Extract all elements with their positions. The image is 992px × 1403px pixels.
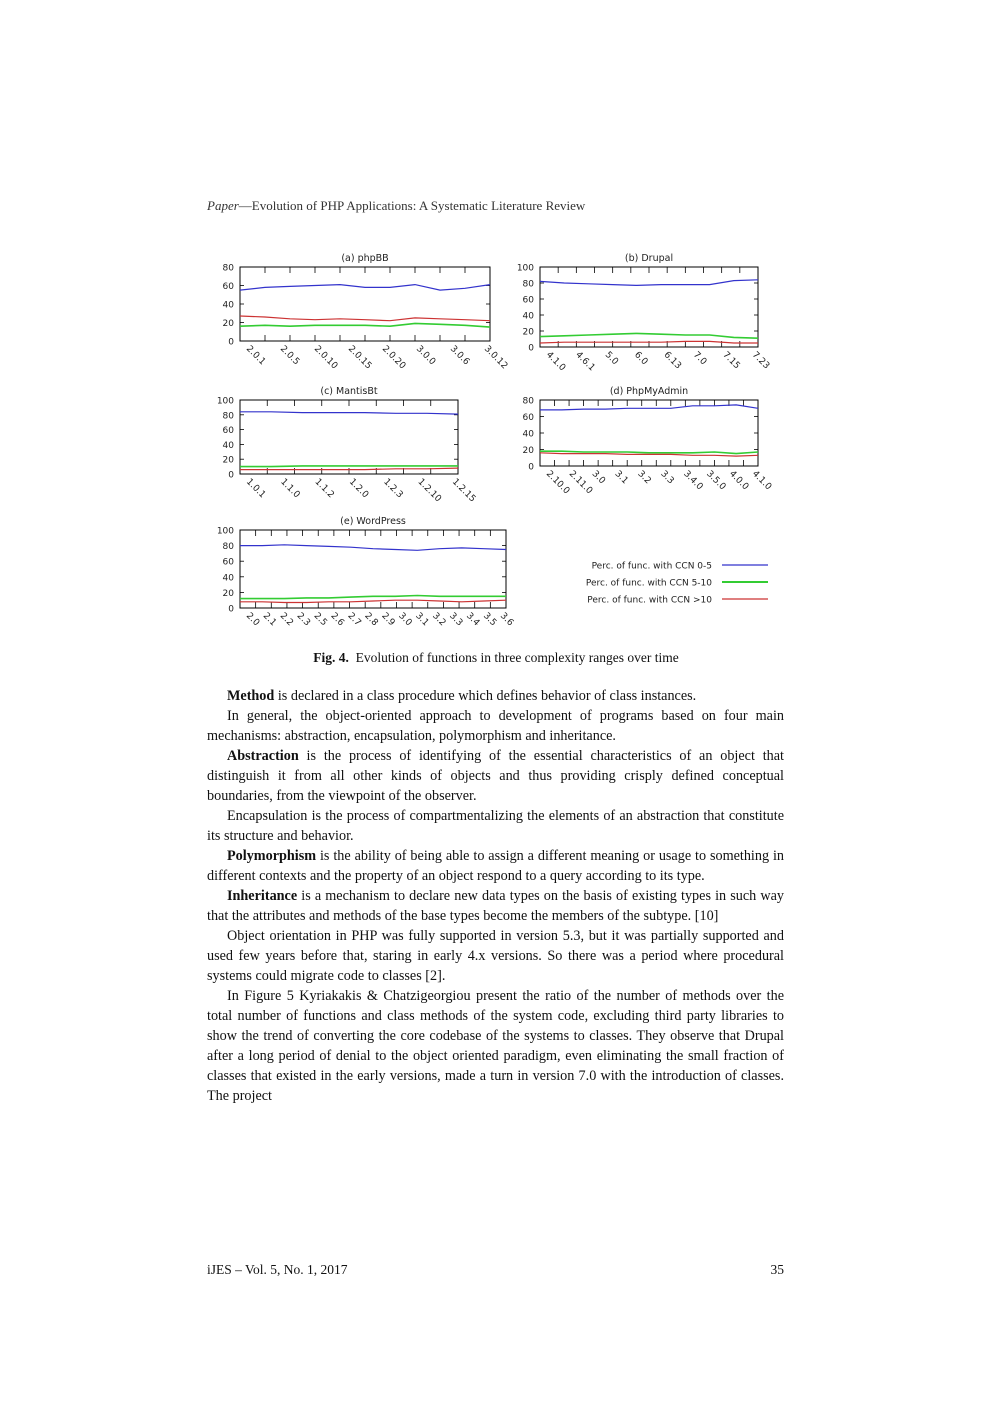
y-tick-label: 20 xyxy=(522,446,534,456)
x-tick-label: 1.2.10 xyxy=(415,477,443,505)
x-tick-label: 3.0.0 xyxy=(413,344,438,368)
x-tick-label: 2.6 xyxy=(328,611,346,629)
x-tick-label: 2.11.0 xyxy=(566,469,595,497)
term: Inheritance xyxy=(227,888,298,904)
y-tick-label: 80 xyxy=(522,396,534,407)
legend-label: Perc. of func. with CCN 0-5 xyxy=(591,561,712,572)
x-tick-label: 1.1.0 xyxy=(278,477,302,501)
y-tick-label: 100 xyxy=(216,396,234,407)
x-tick-label: 2.0.1 xyxy=(243,344,268,368)
chart-title: (e) WordPress xyxy=(340,516,406,527)
series-line xyxy=(240,545,506,551)
page-number: 35 xyxy=(770,1262,784,1277)
chart-title: (c) MantisBt xyxy=(320,386,378,397)
paragraph xyxy=(207,926,784,986)
x-tick-label: 2.5 xyxy=(311,611,329,629)
figure-caption xyxy=(0,650,992,666)
x-tick-label: 4.1.0 xyxy=(749,469,774,493)
y-tick-label: 100 xyxy=(516,263,534,274)
y-tick-label: 20 xyxy=(222,319,234,329)
term: Abstraction xyxy=(227,748,299,764)
y-tick-label: 60 xyxy=(522,295,534,306)
chart-panel xyxy=(217,516,515,628)
chart-panel xyxy=(523,386,774,497)
y-tick-label: 40 xyxy=(222,440,234,451)
y-tick-label: 20 xyxy=(522,327,534,338)
x-tick-label: 2.0.15 xyxy=(345,344,374,372)
series-line xyxy=(240,596,506,599)
x-tick-label: 3.6 xyxy=(497,611,516,629)
x-tick-label: 3.0.6 xyxy=(447,344,472,368)
x-tick-label: 3.0 xyxy=(396,611,414,629)
paragraph-text: Encapsulation is the process of compartmentalizing the elements of an abstraction that constitute its structure and behavior. xyxy=(207,808,784,844)
x-tick-label: 4.1.0 xyxy=(543,350,568,374)
y-tick-label: 20 xyxy=(222,455,234,466)
paragraph xyxy=(207,706,784,746)
x-tick-label: 3.5.0 xyxy=(704,469,728,493)
y-tick-label: 60 xyxy=(222,426,234,437)
x-tick-label: 2.3 xyxy=(294,611,312,629)
paragraph-text: In general, the object-oriented approach to development of programs based on four main mechanisms: abstraction, encapsulation, polymorphism and inheritance. xyxy=(207,708,784,744)
x-tick-label: 2.8 xyxy=(362,611,380,629)
paragraph-text: is the process of identifying of the essential characteristics of an object that distinguish it from all other kinds of objects and thus providing crisply defined conceptual boundaries, from the viewpoint of the observer. xyxy=(207,748,784,804)
y-tick-label: 0 xyxy=(528,462,534,473)
caption-label: Fig. 4. xyxy=(313,650,349,665)
series-line xyxy=(540,341,758,343)
y-tick-label: 100 xyxy=(216,526,234,537)
x-tick-label: 6.13 xyxy=(661,350,683,372)
x-tick-label: 7.23 xyxy=(749,350,772,372)
y-tick-label: 0 xyxy=(228,604,234,615)
caption-text: Evolution of functions in three complexity ranges over time xyxy=(355,650,679,665)
y-tick-label: 80 xyxy=(222,411,234,422)
x-tick-label: 2.7 xyxy=(345,611,363,629)
y-tick-label: 40 xyxy=(522,429,534,440)
y-tick-label: 40 xyxy=(222,300,234,311)
term: Polymorphism xyxy=(227,848,317,864)
series-line xyxy=(540,333,758,338)
x-tick-label: 1.0.1 xyxy=(243,477,268,501)
paragraph xyxy=(207,746,784,806)
body-text xyxy=(207,686,784,1106)
y-tick-label: 40 xyxy=(522,311,534,322)
y-tick-label: 60 xyxy=(522,413,534,423)
legend-label: Perc. of func. with CCN 5-10 xyxy=(585,578,712,589)
y-tick-label: 80 xyxy=(222,542,234,553)
paragraph-text: is the ability of being able to assign a different meaning or usage to something in different contexts and the property of an object respond to a query according to its type. xyxy=(207,848,784,884)
x-tick-label: 1.2.15 xyxy=(449,477,478,505)
y-tick-label: 0 xyxy=(228,470,234,481)
y-tick-label: 80 xyxy=(222,263,234,274)
paragraph xyxy=(207,846,784,886)
x-tick-label: 2.0.5 xyxy=(277,344,302,368)
x-tick-label: 3.4 xyxy=(464,611,482,629)
x-tick-label: 4.6.1 xyxy=(573,350,597,374)
series-line xyxy=(540,405,758,410)
y-tick-label: 60 xyxy=(222,557,234,568)
x-tick-label: 2.9 xyxy=(379,611,397,629)
header-paper-label: Paper xyxy=(207,198,239,213)
x-tick-label: 3.2 xyxy=(430,611,448,629)
series-line xyxy=(240,466,458,467)
series-line xyxy=(240,285,490,291)
x-tick-label: 2.0 xyxy=(243,611,262,629)
chart-title: (d) PhpMyAdmin xyxy=(609,386,689,397)
x-tick-label: 2.0.20 xyxy=(379,344,408,372)
x-tick-label: 2.10.0 xyxy=(543,469,572,497)
x-tick-label: 3.1 xyxy=(413,611,431,629)
x-tick-label: 3.1 xyxy=(612,469,630,487)
y-tick-label: 80 xyxy=(522,279,534,290)
x-tick-label: 7.15 xyxy=(720,350,742,372)
x-tick-label: 5.0 xyxy=(602,350,620,368)
x-tick-label: 3.4.0 xyxy=(681,469,705,493)
paragraph-text: is a mechanism to declare new data types on the basis of existing types in such way that the attributes and methods of the base types become the members of the subtype. [10] xyxy=(207,888,784,924)
paragraph xyxy=(207,806,784,846)
x-tick-label: 3.3 xyxy=(658,469,676,487)
chart-title: (b) Drupal xyxy=(624,253,674,264)
x-tick-label: 2.2 xyxy=(277,611,295,629)
chart-panel xyxy=(517,253,771,374)
x-tick-label: 7.0 xyxy=(691,350,709,368)
x-tick-label: 3.3 xyxy=(447,611,465,629)
figure-4 xyxy=(200,245,792,640)
series-line xyxy=(240,316,490,321)
series-line xyxy=(540,280,758,286)
x-tick-label: 3.5 xyxy=(480,611,499,629)
paragraph-text: Object orientation in PHP was fully supported in version 5.3, but it was partially supported and used few years before that, staring in early 4.x versions. So there was a period where procedural systems could migrate code to classes [2]. xyxy=(207,928,784,984)
paragraph xyxy=(207,886,784,926)
plot-frame xyxy=(240,267,490,341)
x-tick-label: 6.0 xyxy=(632,350,650,368)
x-tick-label: 4.0.0 xyxy=(726,469,751,493)
y-tick-label: 60 xyxy=(222,282,234,292)
chart-panel xyxy=(223,253,510,372)
series-line xyxy=(240,600,506,602)
footer-journal: iJES – Vol. 5, No. 1, 2017 xyxy=(207,1262,348,1277)
chart-panel xyxy=(217,386,477,505)
y-tick-label: 40 xyxy=(222,573,234,584)
x-tick-label: 3.0.12 xyxy=(481,344,510,372)
y-tick-label: 0 xyxy=(228,337,234,348)
x-tick-label: 1.2.3 xyxy=(381,477,405,501)
series-line xyxy=(240,412,458,414)
x-tick-label: 3.0 xyxy=(589,469,607,487)
chart-title: (a) phpBB xyxy=(341,253,389,264)
running-header xyxy=(207,198,585,214)
term: Method xyxy=(227,688,275,704)
y-tick-label: 0 xyxy=(528,343,534,354)
series-line xyxy=(240,323,490,327)
paragraph-text: In Figure 5 Kyriakakis & Chatzigeorgiou present the ratio of the number of methods over the total number of functions and class methods of the system code, excluding third party libraries to show the trend of converting the core codebase of the systems to classes. They observe that Drupal after a long period of denial to the object oriented paradigm, even eliminating the small fraction of classes that existed in the early versions, made a turn in version 7.0 with the introduction of classes. The project xyxy=(207,988,784,1104)
header-title: —Evolution of PHP Applications: A Systematic Literature Review xyxy=(238,198,586,213)
paragraph-text: is declared in a class procedure which defines behavior of class instances. xyxy=(274,688,697,704)
x-tick-label: 1.2.0 xyxy=(346,477,371,501)
paragraph xyxy=(207,986,784,1106)
plot-frame xyxy=(240,400,458,474)
y-tick-label: 20 xyxy=(222,588,234,599)
paragraph xyxy=(207,686,784,706)
x-tick-label: 1.1.2 xyxy=(312,477,336,501)
x-tick-label: 3.2 xyxy=(635,469,653,487)
x-tick-label: 2.0.10 xyxy=(311,344,340,372)
x-tick-label: 2.1 xyxy=(260,611,279,629)
chart-legend xyxy=(586,562,768,606)
legend-label: Perc. of func. with CCN >10 xyxy=(587,595,712,606)
